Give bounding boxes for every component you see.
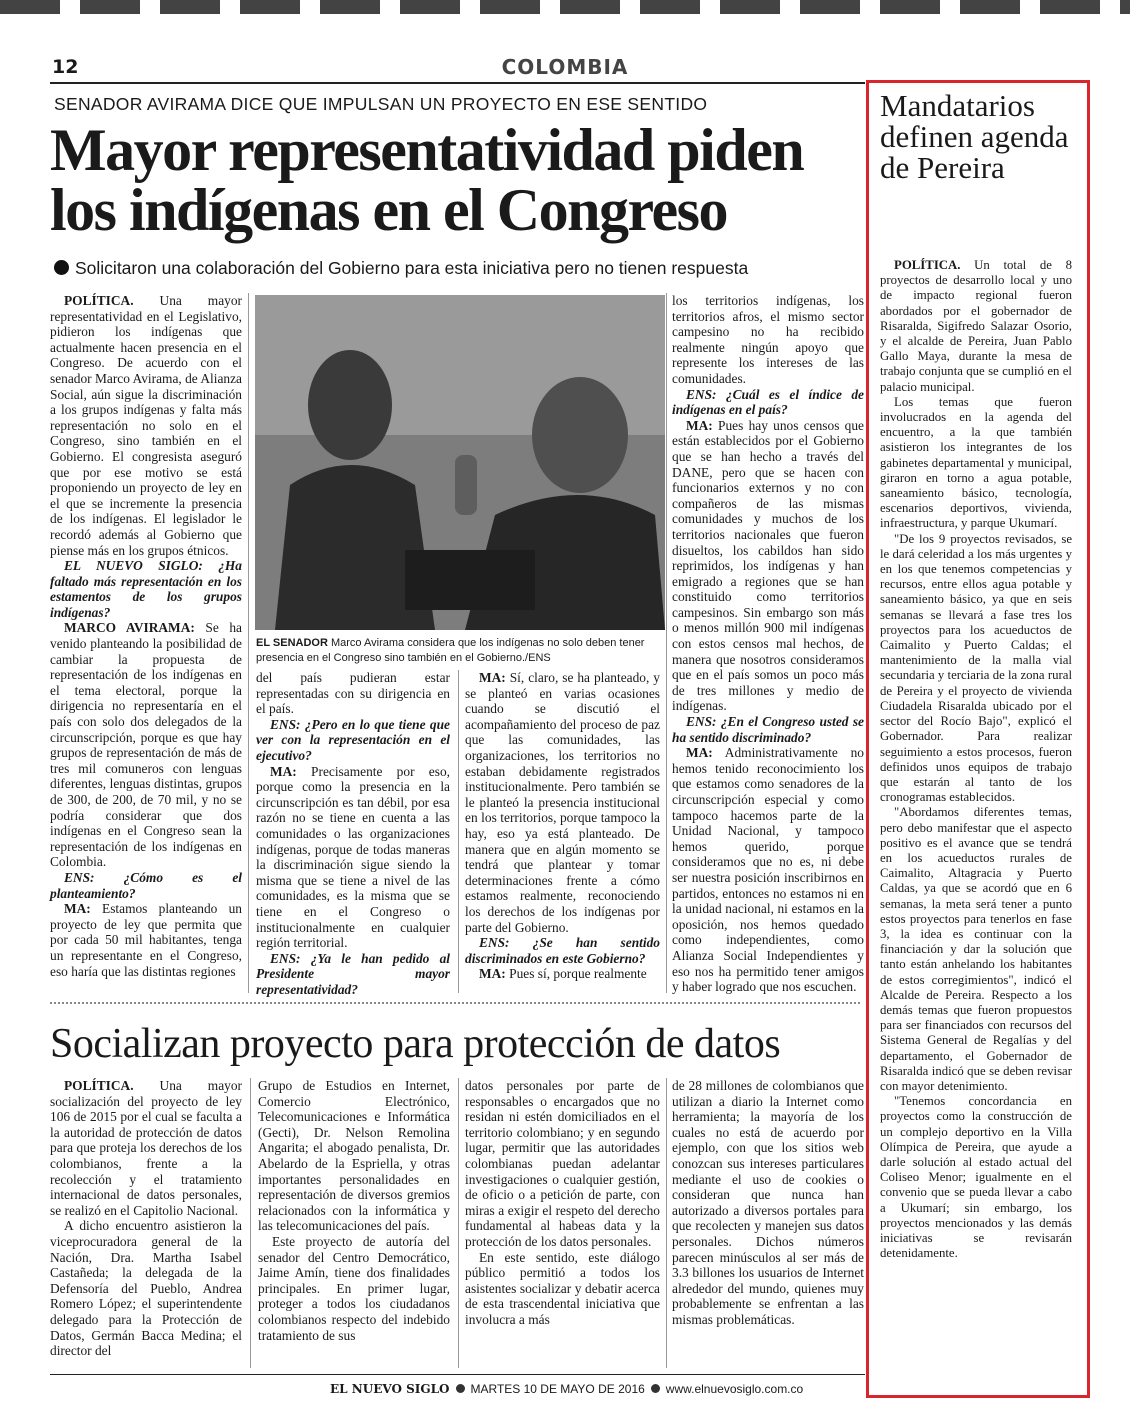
- paragraph: Un total de 8 proyectos de desarrollo local y uno de impacto regional fueron abordados por el gobernador de Risaralda, Sigifredo Salazar Osorio, y el alcalde de Pereira, Juan Pablo Gallo Maya, durante la mesa de trabajo conjunta que se cumplió en el palacio municipal.: [880, 258, 1072, 394]
- footer-url[interactable]: www.elnuevosiglo.com.co: [665, 1382, 804, 1396]
- answer: Pues hay unos censos que están establecidos por el Gobierno que se han hecho a través del DANE, pero que se hacen con funcionarios externos y no con compañeros de las mismas comunidades y muchos de los territorios nacionales que fueron disueltos, los cabildos han sido reprimidos, los indígenas y han emigrado a regiones que se han constituido como territorios campesinos. Sin embargo son más o menos millón 900 mil indígenas con estos censos mal hechos, de manera que nosotros consideramos que en el país somos un poco más de tres millones y medio de indígenas.: [672, 417, 864, 714]
- caption-lead: EL SENADOR: [256, 637, 328, 649]
- column-divider: [666, 1078, 667, 1368]
- top-print-band: [0, 0, 1130, 14]
- header-rule: [50, 82, 865, 84]
- answer: Sí, claro, se ha planteado, y se planteó en varias ocasiones cuando se discutió el acompañamiento del proceso de paz que las comunidades, las organizaciones, los territorios no estaban debidamente registrados institucionalmente. Pero también se le planteó la presencia institucional en los territorios, porque tampoco la hay, eso ya está planteado. De manera que en algún momento se tendrá que plantear y tomar determinaciones frente a cómo estamos realmente, reconociendo los derechos de los indígenas por parte del Gobierno.: [465, 670, 660, 935]
- article-kicker: SENADOR AVIRAMA DICE QUE IMPULSAN UN PROYECTO EN ESE SENTIDO: [54, 94, 708, 114]
- answer-lead: MA:: [270, 763, 297, 779]
- question-lead: EL NUEVO SIGLO:: [64, 558, 203, 574]
- dateline: POLÍTICA.: [64, 1078, 134, 1093]
- bullet-icon: [456, 1384, 465, 1393]
- question-lead: ENS:: [686, 714, 717, 730]
- article2-column-1: [50, 1078, 242, 1359]
- page-footer: [330, 1382, 803, 1396]
- question: ¿Ya le han pedido al Presidente mayor representatividad?: [256, 950, 450, 997]
- question-lead: ENS:: [270, 950, 301, 966]
- column-divider: [248, 293, 249, 993]
- paragraph: "Abordamos diferentes temas, pero debo manifestar que el aspecto positivo es el avance que se tendrá en los acueductos rurales de Caimalito, Altagracia y Puerto Caldas, ya que se acordó que en 6 semanas, la meta será tener a punto estos proyectos para tenerlos en fase 3, la idea es continuar con la financiación y dar la solución que tanto están anhelando los habitantes de estos corregimientos", indicó el Alcalde de Pereira. Respecto a los demás temas que fueron propuestos para ser financiados con recursos del Sistema General de Regalías y del departamento, el Gobernador de Risaralda indicó que se deben revisar con mayor detenimiento.: [880, 805, 1072, 1093]
- question-lead: ENS:: [64, 869, 95, 885]
- question: ¿En el Congreso usted se ha sentido discriminado?: [672, 714, 864, 745]
- answer-lead: MA:: [64, 901, 91, 917]
- photo-caption: [256, 636, 666, 666]
- photo-senator: [255, 295, 665, 630]
- paragraph: Grupo de Estudios en Internet, Comercio Electrónico, Telecomunicaciones e Informática (Gecti), Dr. Nelson Remolina Angarita; el abogado penalista, Dr. Abelardo de la Espriella, y otras importantes personalidades en representación de diversos gremios relacionados con la informática y las telecomunicaciones del país.: [258, 1078, 450, 1234]
- paragraph: Este proyecto de autoría del senador del Centro Democrático, Jaime Amín, tiene dos finalidades principales. En primer lugar, proteger a todos los ciudadanos colombianos respecto del indebido tratamiento de sus: [258, 1233, 450, 1343]
- answer: Estamos planteando un proyecto de ley que permita que por cada 50 mil habitantes, tenga un representante en el Congreso, eso haría que las distintas regiones: [50, 901, 242, 979]
- sidebar-headline: Mandatarios definen agenda de Pereira: [880, 88, 1069, 185]
- article1-column-4: [672, 293, 864, 995]
- article2-column-4: [672, 1078, 864, 1328]
- answer-lead: MA:: [479, 966, 506, 982]
- paragraph: En este sentido, este diálogo público permitió a todos los asistentes socializar y debatir acerca de esta trascendental iniciativa que involucra a más: [465, 1249, 660, 1327]
- paragraph: de 28 millones de colombianos que utilizan a diario la Internet como herramienta; la mayoría de los cuales no está de acuerdo por ejemplo, con que los sitios web conozcan sus intereses particulares mediante el uso de cookies o consideran que nunca han autorizado a diversos portales para que recolecten y manejen sus datos personales. Dichos números parecen minúsculos al ser más de 3.3 billones los usuarios de Internet alrededor del mundo, quienes muy probablemente se enfrentan a las mismas problemáticas.: [672, 1078, 864, 1327]
- question: ¿Pero en lo que tiene que ver con la representación en el ejecutivo?: [256, 716, 450, 763]
- column-divider: [458, 1078, 459, 1368]
- article2-headline: Socializan proyecto para protección de datos: [50, 1021, 781, 1067]
- answer-lead: MARCO AVIRAMA:: [64, 620, 195, 636]
- article-headline: Mayor representatividad piden los indígenas en el Congreso: [50, 117, 804, 243]
- question: ¿Se han sentido discriminados en este Gobierno?: [465, 935, 660, 966]
- answer-lead: MA:: [686, 417, 713, 433]
- article2-column-3: [465, 1078, 660, 1328]
- question-lead: ENS:: [270, 716, 301, 732]
- paragraph: los territorios indígenas, los territorios afros, el mismo sector campesino no ha recibido realmente ningún apoyo que represente los intereses de las comunidades.: [672, 293, 864, 386]
- answer: Precisamente por eso, porque como la presencia en la circunscripción es tan débil, por esa razón no se tiene en cuenta a las comunidades o las organizaciones indígenas, porque de todas maneras la discriminación sigue siendo la misma que se tiene a nivel de las comunidades, es la misma que se tiene en el Congreso o institucionalmente en cualquier región territorial.: [256, 763, 450, 951]
- answer: Pues sí, porque realmente: [505, 966, 647, 982]
- bullet-icon: [651, 1384, 660, 1393]
- article1-column-1: [50, 293, 242, 979]
- paragraph: Los temas que fueron involucrados en la agenda del encuentro, a la que también asistieron los integrantes de los gabinetes departamental y municipal, giraron en torno a agua potable, saneamiento básico, tecnología, escenarios deportivos, vivienda, infraestructura, y parque Ukumarí.: [880, 394, 1072, 531]
- paragraph: Una mayor socialización del proyecto de ley 106 de 2015 por el cual se faculta a la autoridad de protección de datos para que proteja los derechos de los colombianos, frente a la recolección y el tratamiento internacional de datos personales, se realizó en el Capitolio Nacional.: [50, 1078, 242, 1218]
- column-divider: [458, 670, 459, 993]
- article-separator: [50, 1002, 860, 1004]
- column-divider: [666, 293, 667, 993]
- footer-rule: [50, 1374, 865, 1375]
- column-divider: [250, 1078, 251, 1368]
- paragraph: A dicho encuentro asistieron la viceprocuradora general de la Nación, Dra. Martha Isabel Castañeda; la delegada de la Defensoría del Pueblo, Andrea Romero López; el superintendente delegado para la Protección de Datos, Germán Bacca Medina; el director del: [50, 1218, 242, 1359]
- dateline: POLÍTICA.: [64, 293, 134, 308]
- article2-column-2: [258, 1078, 450, 1343]
- paragraph: "De los 9 proyectos revisados, se le dará celeridad a los más urgentes y en los que tenemos competencias y recursos, entre ellos agua potable y saneamiento básico, ya que en seis semanas se llevará a fase tres los proyectos para los acueductos de Caimalito y Puerto Caldas; el mantenimiento de la malla vial secundaria y terciaria de la zona rural de Pereira y el proyecto de vivienda Ciudadela Risaralda ubicado por el sector del Rocío Bajo", explicó el Gobernador. Para realizar seguimiento a estos procesos, fueron definidos unos equipos de trabajo que estarán al tanto de los cronogramas establecidos.: [880, 531, 1072, 805]
- paragraph: Una mayor representatividad en el Legislativo, pidieron los indígenas que actualmente hacen presencia en el Congreso. De acuerdo con el senador Marco Avirama, de Alianza Social, aún sigue la discriminación a los grupos indígenas y falta más representación no solo en el Congreso, sino también en el Gobierno. El congresista aseguró que por ese motivo se está proponiendo un proyecto de ley en el que se incremente la presencia de los indígenas. El legislador le recordó además al Gobierno que piense más en los grupos étnicos.: [50, 293, 242, 558]
- answer: Administrativamente no hemos tenido reconocimiento los que estamos como senadores de la circunscripción especial y como tampoco hacemos parte de la Unidad Nacional, y tampoco hemos querido, porque consideramos que no es, ni debe ser nuestra posición inscribirnos en partidos, entonces no estamos ni en la unidad nacional, ni estamos en la oposición, nos hemos quedado como independientes, como Alianza Social Independientes y eso nos ha permitido tener amigos y haber logrado que nos escuchen.: [672, 745, 864, 995]
- footer-date: MARTES 10 DE MAYO DE 2016: [470, 1382, 645, 1396]
- question-lead: ENS:: [479, 935, 510, 951]
- photo-illustration: [255, 295, 665, 630]
- subhead-text: Solicitaron una colaboración del Gobierno para esta iniciativa pero no tienen respuesta: [75, 258, 749, 278]
- answer-lead: MA:: [686, 745, 713, 761]
- answer: Se ha venido planteando la posibilidad de cambiar la propuesta de representación de los indígenas en el tema electoral, porque la dirigencia no representaría en el país con solo dos delegados de la circunscripción, porque es que hay grupos de representación de más de tres mil comuneros con lenguas diferentes, lenguas distintas, grupos de 300, de 200, de 70 mil, y no se podría considerar que dos indígenas en el Congreso sean la representación de los indígenas en Colombia.: [50, 620, 242, 870]
- section-name: COLOMBIA: [501, 55, 629, 79]
- dateline: POLÍTICA.: [894, 258, 961, 272]
- bullet-icon: [54, 260, 69, 275]
- answer-lead: MA:: [479, 670, 506, 685]
- article-subhead: [54, 258, 748, 279]
- article1-column-3: [465, 670, 660, 982]
- footer-brand: EL NUEVO SIGLO: [330, 1382, 450, 1396]
- paragraph: del país pudieran estar representadas con su dirigencia en el país.: [256, 670, 450, 717]
- page-number: 12: [52, 56, 79, 78]
- caption-text: Marco Avirama considera que los indígenas no solo deben tener presencia en el Congreso sino también en el Gobierno./ENS: [256, 637, 645, 664]
- article1-column-2: [256, 670, 450, 997]
- paragraph: "Tenemos concordancia en proyectos como la construcción de un complejo deportivo en la Villa Olímpica de Pereira, que ayude a darle solución al estado actual del Coliseo Menor; igualmente en el convenio que se pueda llevar a cabo a Ukumarí; sin embargo, los proyectos mencionados y las demás iniciativas se revisarán detenidamente.: [880, 1094, 1072, 1261]
- paragraph: datos personales por parte de responsables o encargados que no residan ni estén domiciliados en el territorio colombiano; y en segundo lugar, permitir que las autoridades colombianas puedan adelantar investigaciones o cualquier gestión, de oficio o a petición de parte, con miras a exigir el respeto del derecho fundamental al habeas data y la protección de los datos personales.: [465, 1078, 660, 1249]
- question: ¿Ha faltado más representación en los estamentos de los grupos indígenas?: [50, 558, 243, 620]
- question-lead: ENS:: [686, 386, 717, 402]
- sidebar-body: [880, 258, 1072, 1261]
- question: ¿Cuál es el índice de indígenas en el país?: [672, 386, 864, 418]
- question: ¿Cómo es el planteamiento?: [50, 869, 242, 901]
